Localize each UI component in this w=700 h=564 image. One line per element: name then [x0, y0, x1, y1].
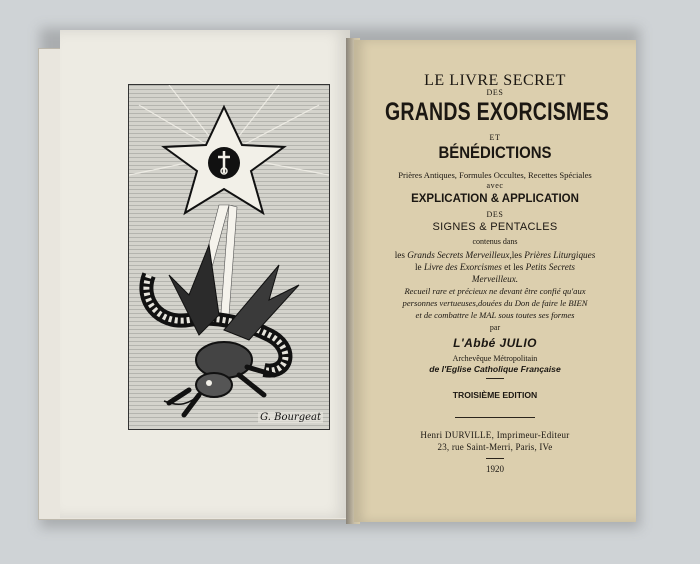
publication-year: 1920 — [486, 464, 504, 474]
main-title: GRANDS EXORCISMES — [385, 98, 609, 126]
title-line-avec: avec — [486, 181, 504, 190]
body-line-grands-secrets: les Grands Secrets Merveilleux,les Prières Liturgiques — [394, 250, 596, 260]
body-line-personnes: personnes vertueuses,douées du Don de faire le BIEN — [402, 298, 588, 308]
frontispiece-engraving — [128, 84, 330, 430]
engraving-illustration — [129, 85, 329, 429]
title-page — [354, 40, 636, 522]
title-line-par: par — [489, 323, 501, 332]
body-line-recueil: Recueil rare et précieux ne devant être confié qu'aux — [404, 286, 586, 296]
title-line-des: DES — [486, 88, 504, 97]
author-church: de l'Eglise Catholique Française — [429, 364, 561, 374]
author-name: L'Abbé JULIO — [453, 336, 537, 350]
engraving-signature: G. Bourgeat — [260, 412, 321, 423]
title-line-contenus: contenus dans — [472, 237, 518, 246]
title-line-des-2: DES — [486, 210, 504, 219]
body-line-merveilleux: Merveilleux. — [471, 274, 519, 284]
title-line-livre-secret: LE LIVRE SECRET — [424, 72, 566, 89]
edition-label: TROISIÈME EDITION — [452, 390, 538, 400]
divider-rule — [486, 458, 504, 459]
title-line-et: ET — [489, 133, 501, 142]
author-title: Archevêque Métropolitain — [452, 354, 538, 363]
publisher-name: Henri DURVILLE, Imprimeur-Editeur — [420, 430, 570, 440]
divider-rule — [486, 378, 504, 379]
body-line-livre-exorcismes: le Livre des Exorcismes et les Petits Secrets — [415, 262, 575, 272]
subtitle-explication: EXPLICATION & APPLICATION — [411, 193, 579, 205]
body-line-combattre: et de combattre le MAL sous toutes ses formes — [415, 310, 575, 320]
subtitle-benedictions: BÉNÉDICTIONS — [438, 143, 552, 162]
divider-rule — [455, 417, 535, 418]
publisher-address: 23, rue Saint-Merri, Paris, IVe — [437, 442, 553, 452]
subtitle-signes: SIGNES & PENTACLES — [432, 221, 558, 233]
subtitle-prieres: Prières Antiques, Formules Occultes, Recettes Spéciales — [398, 170, 592, 180]
